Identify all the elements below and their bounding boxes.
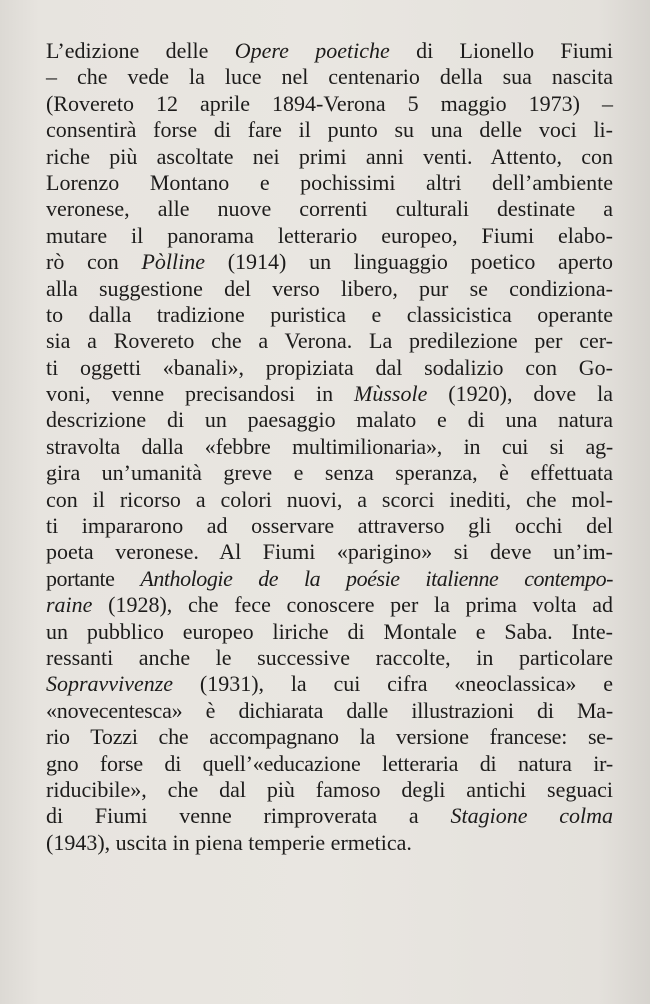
text-line: ti oggetti «banali», propiziata dal sodalizio con Go- <box>46 354 613 380</box>
text-line: Lorenzo Montano e pochissimi altri dell’ambiente <box>46 169 613 195</box>
title-polline: Pòlline <box>141 249 206 275</box>
title-opere-poetiche: Opere poetiche <box>234 38 390 63</box>
text-line: gira un’umanità greve e senza speranza, è effettuata <box>46 460 613 486</box>
text-line: to dalla tradizione puristica e classicistica operante <box>46 301 613 327</box>
text-line: stravolta dalla «febbre multimilionaria», in cui si ag- <box>46 433 613 459</box>
text-line: L’edizione delle Opere poetiche di Lionello Fiumi <box>46 38 613 63</box>
title-stagione-colma: Stagione colma <box>450 803 613 829</box>
text-line: di Fiumi venne rimproverata a Stagione colma <box>46 803 613 829</box>
text-line: rio Tozzi che accompagnano la versione francese: se- <box>46 724 613 750</box>
text-line: raine (1928), che fece conoscere per la prima volta ad <box>46 592 613 618</box>
body-paragraph <box>46 38 613 856</box>
title-anthologie-end: raine <box>46 592 93 618</box>
text-line: poeta veronese. Al Fiumi «parigino» si deve un’im- <box>46 539 613 565</box>
text-line: riducibile», che dal più famoso degli antichi seguaci <box>46 776 613 802</box>
text-line: portante Anthologie de la poésie italienne contempo- <box>46 565 613 591</box>
text-line: mutare il panorama letterario europeo, Fiumi elabo- <box>46 222 613 248</box>
text-line: rò con Pòlline (1914) un linguaggio poetico aperto <box>46 249 613 275</box>
text-line: ti impararono ad osservare attraverso gli occhi del <box>46 513 613 539</box>
text-line: consentirà forse di fare il punto su una delle voci li- <box>46 117 613 143</box>
text-line: alla suggestione del verso libero, pur se condiziona- <box>46 275 613 301</box>
text-line: gno forse di quell’«educazione letteraria di natura ir- <box>46 750 613 776</box>
text-line: (Rovereto 12 aprile 1894-Verona 5 maggio 1973) – <box>46 90 613 116</box>
text-line: veronese, alle nuove correnti culturali destinate a <box>46 196 613 222</box>
text-line: – che vede la luce nel centenario della sua nascita <box>46 64 613 90</box>
title-mussole: Mùssole <box>354 381 428 407</box>
title-anthologie: Anthologie de la poésie italienne contempo- <box>140 565 613 591</box>
text-line: sia a Rovereto che a Verona. La predilezione per cer- <box>46 328 613 354</box>
text-line: Sopravvivenze (1931), la cui cifra «neoclassica» e <box>46 671 613 697</box>
text-line: voni, venne precisandosi in Mùssole (1920), dove la <box>46 381 613 407</box>
text-line: ressanti anche le successive raccolte, in particolare <box>46 644 613 670</box>
title-sopravvivenze: Sopravvivenze <box>46 671 174 697</box>
text-line: un pubblico europeo liriche di Montale e Saba. Inte- <box>46 618 613 644</box>
text-line: «novecentesca» è dichiarata dalle illustrazioni di Ma- <box>46 697 613 723</box>
text-line: con il ricorso a colori nuovi, a scorci inediti, che mol- <box>46 486 613 512</box>
text-line: (1943), uscita in piena temperie ermetica. <box>46 829 412 855</box>
text-line: riche più ascoltate nei primi anni venti. Attento, con <box>46 143 613 169</box>
text-line: descrizione di un paesaggio malato e di una natura <box>46 407 613 433</box>
